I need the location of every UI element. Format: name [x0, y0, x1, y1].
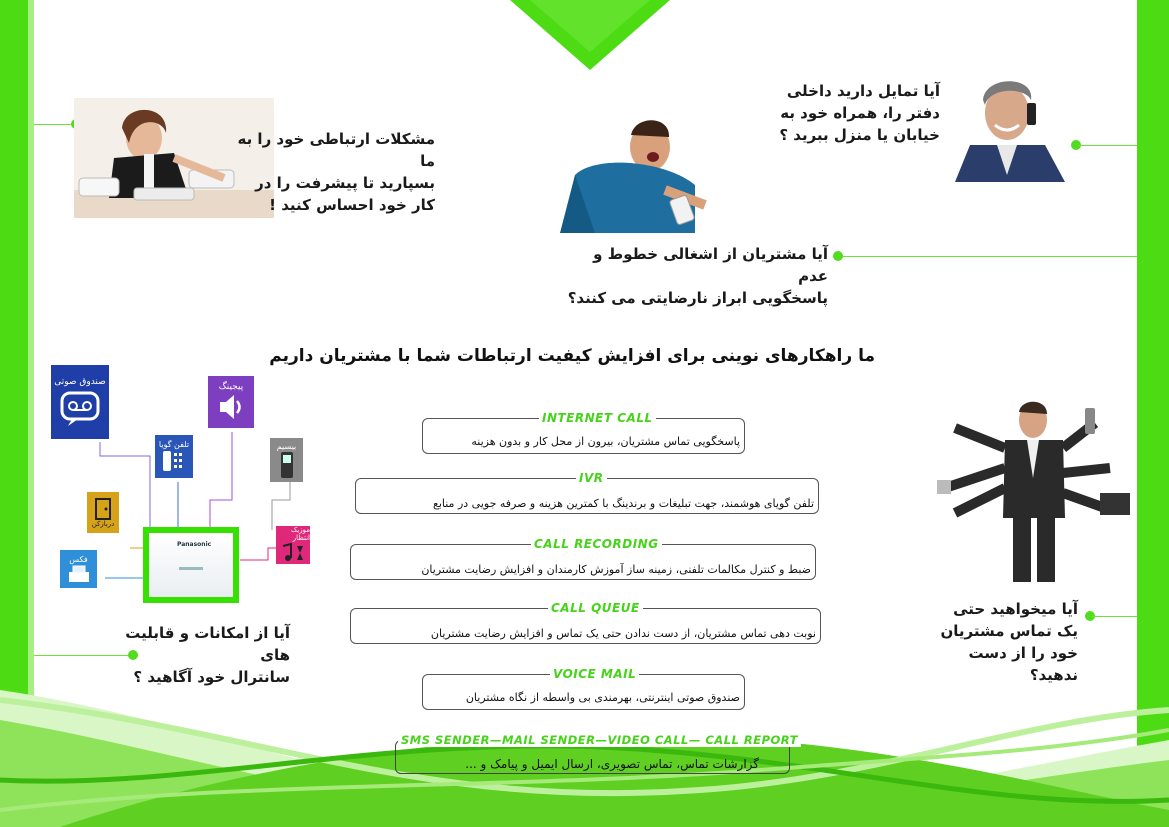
extras-titles: SMS SENDER—MAIL SENDER—VIDEO CALL— CALL REPORT	[398, 733, 801, 747]
q3-photo-businessman-phone	[945, 75, 1075, 182]
service-desc: تلفن گویای هوشمند، جهت تبلیغات و برندینگ با کمترین هزینه و صرفه جویی در منابع	[432, 497, 814, 510]
q5-line-1: آیا میخواهید حتی	[953, 600, 1078, 618]
extras-desc: گزارشات تماس، تماس تصویری، ارسال ایمیل و پیامک و ...	[465, 757, 759, 771]
q2-connector	[840, 256, 1137, 257]
fax-machine-icon	[67, 564, 91, 584]
door-opener-icon	[93, 498, 113, 520]
service-desc: نوبت دهی تماس مشتریان، از دست ندادن حتی یک تماس و افزایش رضایت مشتریان	[430, 627, 816, 640]
q1-line-3: کار خود احساس کنید !	[269, 196, 435, 214]
q5-connector	[1092, 616, 1137, 617]
service-extras	[395, 733, 798, 774]
q2-line-1: آیا مشتریان از اشغالی خطوط و عدم	[593, 245, 828, 285]
phone-keypad-icon	[161, 449, 187, 473]
q3-line-2: دفتر را، همراه خود به	[780, 104, 940, 122]
speaker-icon	[216, 392, 246, 422]
q2-text	[560, 243, 828, 309]
service-desc: ضبط و کنترل مکالمات تلفنی، زمینه ساز آموزش کارمندان و افزایش رضایت مشتریان	[421, 563, 811, 576]
q3-connector	[1078, 145, 1137, 146]
service-ivr	[355, 471, 819, 514]
fax-icon	[60, 550, 97, 588]
wireless-icon	[270, 438, 303, 482]
door-label: دربازکن	[91, 519, 115, 528]
service-call-queue	[350, 601, 821, 644]
ivr-icon	[155, 435, 193, 478]
music-label: موزیک انتظار	[291, 526, 310, 542]
service-internet-call	[422, 411, 745, 454]
service-title: CALL RECORDING	[531, 537, 662, 551]
pbx-device	[143, 527, 239, 603]
service-title: INTERNET CALL	[539, 411, 656, 425]
pbx-body	[149, 533, 233, 597]
voicebox-label: صندوق صوتی	[54, 377, 106, 387]
pbx-brand: Panasonic	[177, 541, 212, 548]
q4-line-2: سانترال خود آگاهید ؟	[133, 668, 290, 686]
service-title: IVR	[576, 471, 607, 485]
q5-line-2: یک تماس مشتریان	[940, 622, 1078, 640]
service-call-recording	[350, 537, 816, 580]
voicemail-icon	[60, 391, 100, 427]
top-chevron	[510, 0, 670, 72]
q2-photo-angry-man	[555, 115, 715, 233]
door-icon	[87, 492, 119, 533]
fax-label: فکس	[69, 554, 88, 564]
service-desc: پاسخگویی تماس مشتریان، بیرون از محل کار و بدون هزینه	[471, 435, 740, 448]
q4-line-1: آیا از امکانات و قابلیت های	[125, 624, 290, 664]
q2-line-2: پاسخگویی ابراز نارضایتی می کنند؟	[567, 289, 828, 307]
q4-dot	[128, 650, 138, 660]
voicebox-icon	[51, 365, 109, 439]
q5-text	[920, 598, 1078, 686]
q3-text	[770, 80, 940, 146]
q1-line-2: بسپارید تا پیشرفت را در	[255, 174, 435, 192]
service-title: CALL QUEUE	[548, 601, 643, 615]
q5-line-3: خود را از دست ندهید؟	[968, 644, 1078, 684]
mobile-phone-icon	[279, 451, 295, 479]
music-icon	[276, 526, 310, 564]
q1-text	[220, 128, 435, 216]
headline: ما راهکارهای نوینی برای افزایش کیفیت ارتباطات شما با مشتریان داریم	[269, 346, 875, 366]
q1-connector	[34, 124, 74, 125]
paging-icon	[208, 376, 254, 428]
q5-photo-multitasking-man	[935, 398, 1135, 582]
wireless-label: بیسیم	[276, 441, 297, 451]
ivr-label: تلفن گویا	[158, 440, 190, 449]
q1-line-1: مشکلات ارتباطی خود را به ما	[237, 130, 435, 170]
service-voice-mail	[422, 667, 745, 710]
paging-label: پیجینگ	[218, 382, 244, 392]
q3-line-1: آیا تمایل دارید داخلی	[786, 82, 940, 100]
service-desc: صندوق صوتی اینترنتی، بهرمندی بی واسطه از نگاه مشتریان	[465, 691, 740, 704]
q4-connector	[34, 655, 132, 656]
q3-line-3: خیابان یا منزل ببرید ؟	[779, 126, 940, 144]
pbx-panel	[179, 567, 203, 570]
q2-dot	[833, 251, 843, 261]
service-title: VOICE MAIL	[550, 667, 639, 681]
music-note-icon	[279, 542, 307, 564]
